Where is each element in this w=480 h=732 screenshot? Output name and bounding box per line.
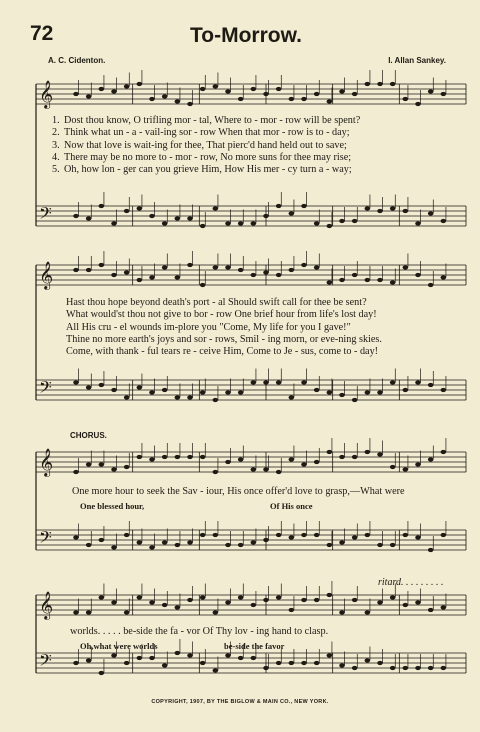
note-head [200,224,206,228]
note-head [390,380,396,384]
note-head [200,595,206,599]
note-head [73,268,79,272]
note-head [415,102,421,106]
note-head [415,273,421,277]
note-head [403,97,409,101]
note-head [441,533,447,537]
note-head [149,545,155,549]
note-head [187,540,193,544]
lyric-line: 1. Dost thou know, O trifling mor - tal, Where to - mor - row will be spent? [52,115,361,126]
note-head [238,390,244,394]
note-head [390,666,396,670]
note-head [175,99,181,103]
note-head [263,92,269,96]
note-head [301,598,307,602]
note-head [352,455,358,459]
treble-clef-icon: 𝄞 [39,261,54,289]
note-head [289,535,295,539]
note-head [314,92,320,96]
note-head [289,268,295,272]
note-head [377,390,383,394]
note-head [441,275,447,279]
note-head [365,658,371,662]
note-head [428,283,434,287]
note-head [327,593,333,597]
note-head [301,263,307,267]
note-head [377,452,383,456]
note-head [301,204,307,208]
note-head [187,395,193,399]
note-head [327,450,333,454]
note-head [213,610,219,614]
note-head [251,273,257,277]
note-head [263,214,269,218]
note-head [390,82,396,86]
note-head [238,97,244,101]
note-head [73,380,79,384]
note-head [225,390,231,394]
note-head [111,653,117,657]
note-head [314,265,320,269]
note-head [263,270,269,274]
note-head [124,465,130,469]
note-head [73,214,79,218]
note-head [251,467,257,471]
note-head [162,663,168,667]
note-head [162,388,168,392]
note-head [428,457,434,461]
note-head [137,385,143,389]
lyric-line: Thine no more earth's joys and sor - rows, Smil - ing morn, or eve-ning skies. [66,333,382,345]
note-head [352,92,358,96]
note-head [441,92,447,96]
note-head [301,533,307,537]
note-head [225,89,231,93]
note-head [352,535,358,539]
note-head [263,380,269,384]
note-head [377,82,383,86]
note-head [149,97,155,101]
note-head [289,395,295,399]
composer-credit: I. Allan Sankey. [388,56,446,65]
note-head [327,99,333,103]
note-head [251,221,257,225]
note-head [415,221,421,225]
note-head [441,388,447,392]
note-head [352,598,358,602]
note-head [86,658,92,662]
note-head [99,204,105,208]
note-head [187,216,193,220]
note-head [137,455,143,459]
note-head [238,543,244,547]
note-head [441,605,447,609]
note-head [111,545,117,549]
note-head [162,540,168,544]
note-head [86,268,92,272]
note-head [175,455,181,459]
note-head [225,265,231,269]
note-head [124,395,130,399]
note-head [415,380,421,384]
note-head [238,595,244,599]
note-head [86,462,92,466]
note-head [187,653,193,657]
note-head [124,533,130,537]
note-head [327,543,333,547]
note-head [200,390,206,394]
ritard-marking: ritard. . . . . . . . . [378,577,444,588]
note-head [137,82,143,86]
note-head [314,388,320,392]
note-head [377,278,383,282]
note-head [251,540,257,544]
note-head [365,206,371,210]
note-head [124,661,130,665]
note-head [213,470,219,474]
note-head [200,283,206,287]
note-head [365,533,371,537]
note-head [403,533,409,537]
note-head [314,533,320,537]
note-head [403,603,409,607]
note-head [403,388,409,392]
note-head [377,543,383,547]
note-head [276,595,282,599]
note-head [137,656,143,660]
verse-lyrics-system-1 [52,115,464,176]
note-head [149,275,155,279]
chorus-bass-lyric: One blessed hour, [80,501,145,511]
note-head [99,538,105,542]
note-head [390,543,396,547]
note-head [327,224,333,228]
note-head [428,548,434,552]
note-head [377,661,383,665]
note-head [225,600,231,604]
note-head [99,462,105,466]
note-head [124,270,130,274]
note-head [289,211,295,215]
note-head [339,219,345,223]
note-head [428,383,434,387]
note-head [251,380,257,384]
note-head [162,455,168,459]
bass-clef-icon: 𝄢 [39,203,52,227]
note-head [111,600,117,604]
note-head [137,206,143,210]
note-head [289,97,295,101]
note-head [263,538,269,542]
note-head [377,209,383,213]
note-head [301,97,307,101]
note-head [213,398,219,402]
note-head [276,204,282,208]
note-head [86,94,92,98]
note-head [276,380,282,384]
note-head [225,543,231,547]
note-head [137,278,143,282]
note-head [73,92,79,96]
note-head [251,656,257,660]
note-head [339,278,345,282]
note-head [441,219,447,223]
note-head [99,383,105,387]
note-head [365,82,371,86]
note-head [276,273,282,277]
note-head [149,457,155,461]
note-head [73,470,79,474]
note-head [352,273,358,277]
note-head [390,206,396,210]
note-head [225,221,231,225]
final-bass-lyric: Oh,what were worlds [80,641,158,651]
lyric-line: 4. There may be no more to - mor - row, No more suns for thee may rise; [52,151,352,163]
chorus-lyric-line-1: One more hour to seek the Sav - iour, His once offer'd love to grasp,—What were [72,486,405,497]
note-head [187,263,193,267]
note-head [276,533,282,537]
note-head [238,457,244,461]
note-head [327,390,333,394]
note-head [403,209,409,213]
note-head [137,540,143,544]
lyric-line: Hast thou hope beyond death's port - al Should swift call for thee be sent? [66,297,367,308]
note-head [365,278,371,282]
note-head [213,265,219,269]
note-head [263,598,269,602]
note-head [149,214,155,218]
final-bass-lyric: be-side the favor [224,641,285,651]
note-head [301,462,307,466]
note-head [175,543,181,547]
note-head [339,393,345,397]
note-head [86,543,92,547]
note-head [213,206,219,210]
lyricist-credit: A. C. Cidenton. [48,56,106,65]
note-head [365,390,371,394]
note-head [73,661,79,665]
lyric-line: Come, with thank - ful tears re - ceive Him, Come to Je - sus, come to - day! [66,346,379,358]
note-head [415,666,421,670]
note-head [213,668,219,672]
note-head [99,87,105,91]
note-head [213,533,219,537]
note-head [162,221,168,225]
note-head [428,608,434,612]
note-head [200,533,206,537]
chorus-lyric-line-2: worlds. . . . . be-side the fa - vor Of Thy lov - ing hand to clasp. [70,626,329,637]
note-head [339,89,345,93]
hymn-number: 72 [30,22,54,45]
note-head [327,653,333,657]
note-head [339,540,345,544]
note-head [251,603,257,607]
note-head [200,455,206,459]
note-head [377,600,383,604]
note-head [415,600,421,604]
note-head [390,465,396,469]
note-head [314,460,320,464]
note-head [175,275,181,279]
treble-clef-icon: 𝄞 [39,448,54,476]
note-head [441,450,447,454]
note-head [251,87,257,91]
note-head [175,216,181,220]
lyric-line: 5. Oh, how lon - ger can you grieve Him, How His mer - cy turn a - way; [52,164,352,176]
note-head [213,84,219,88]
lyric-line: 3. Now that love is wait-ing for thee, That pierc'd hand held out to save; [52,139,347,151]
note-head [428,666,434,670]
note-head [73,535,79,539]
note-head [137,595,143,599]
note-head [187,455,193,459]
note-head [301,380,307,384]
note-head [162,265,168,269]
note-head [289,457,295,461]
note-head [111,388,117,392]
note-head [73,610,79,614]
note-head [352,398,358,402]
note-head [276,87,282,91]
note-head [238,656,244,660]
note-head [111,89,117,93]
note-head [390,595,396,599]
note-head [149,656,155,660]
note-head [175,651,181,655]
note-head [339,663,345,667]
note-head [403,265,409,269]
bass-clef-icon: 𝄢 [39,377,52,401]
note-head [111,467,117,471]
lyric-line: All His cru - el wounds im-plore you "Come, My life for you I gave!" [66,321,351,333]
note-head [225,460,231,464]
hymn-title: To-Morrow. [190,24,302,47]
note-head [149,390,155,394]
note-head [149,600,155,604]
copyright-notice: COPYRIGHT, 1907, BY THE BIGLOW & MAIN CO., NEW YORK. [151,699,329,705]
note-head [162,603,168,607]
treble-clef-icon: 𝄞 [39,80,54,108]
verse-lyrics-system-2 [66,297,466,358]
note-head [99,671,105,675]
note-head [428,211,434,215]
note-head [365,610,371,614]
bass-clef-icon: 𝄢 [39,650,52,674]
note-head [314,598,320,602]
note-head [263,666,269,670]
note-head [86,610,92,614]
bass-clef-icon: 𝄢 [39,527,52,551]
note-head [238,221,244,225]
note-head [289,661,295,665]
note-head [339,610,345,614]
note-head [162,94,168,98]
note-head [200,661,206,665]
note-head [314,661,320,665]
note-head [263,467,269,471]
note-head [187,102,193,106]
note-head [403,467,409,471]
lyric-line: 2. Think what un - a - vail-ing sor - row When that mor - row is to - day; [52,127,350,139]
music-system-chorus [0,440,480,575]
note-head [276,470,282,474]
note-head [428,89,434,93]
chorus-label: CHORUS. [70,431,107,440]
note-head [352,219,358,223]
note-head [289,608,295,612]
chorus-bass-lyric: Of His once [270,501,313,511]
note-head [86,385,92,389]
treble-clef-icon: 𝄞 [39,591,54,619]
note-head [99,263,105,267]
note-head [124,209,130,213]
note-head [301,661,307,665]
note-head [403,666,409,670]
note-head [327,280,333,284]
note-head [175,395,181,399]
note-head [124,610,130,614]
note-head [339,455,345,459]
note-head [365,450,371,454]
note-head [415,535,421,539]
note-head [390,280,396,284]
note-head [200,87,206,91]
note-head [86,216,92,220]
note-head [238,268,244,272]
note-head [276,661,282,665]
note-head [352,666,358,670]
note-head [124,84,130,88]
note-head [175,605,181,609]
note-head [99,595,105,599]
note-head [111,273,117,277]
lyric-line: What would'st thou not give to bor - row One brief hour from life's lost day! [66,309,377,321]
note-head [314,221,320,225]
note-head [415,462,421,466]
note-head [187,598,193,602]
note-head [111,221,117,225]
note-head [441,666,447,670]
note-head [225,653,231,657]
